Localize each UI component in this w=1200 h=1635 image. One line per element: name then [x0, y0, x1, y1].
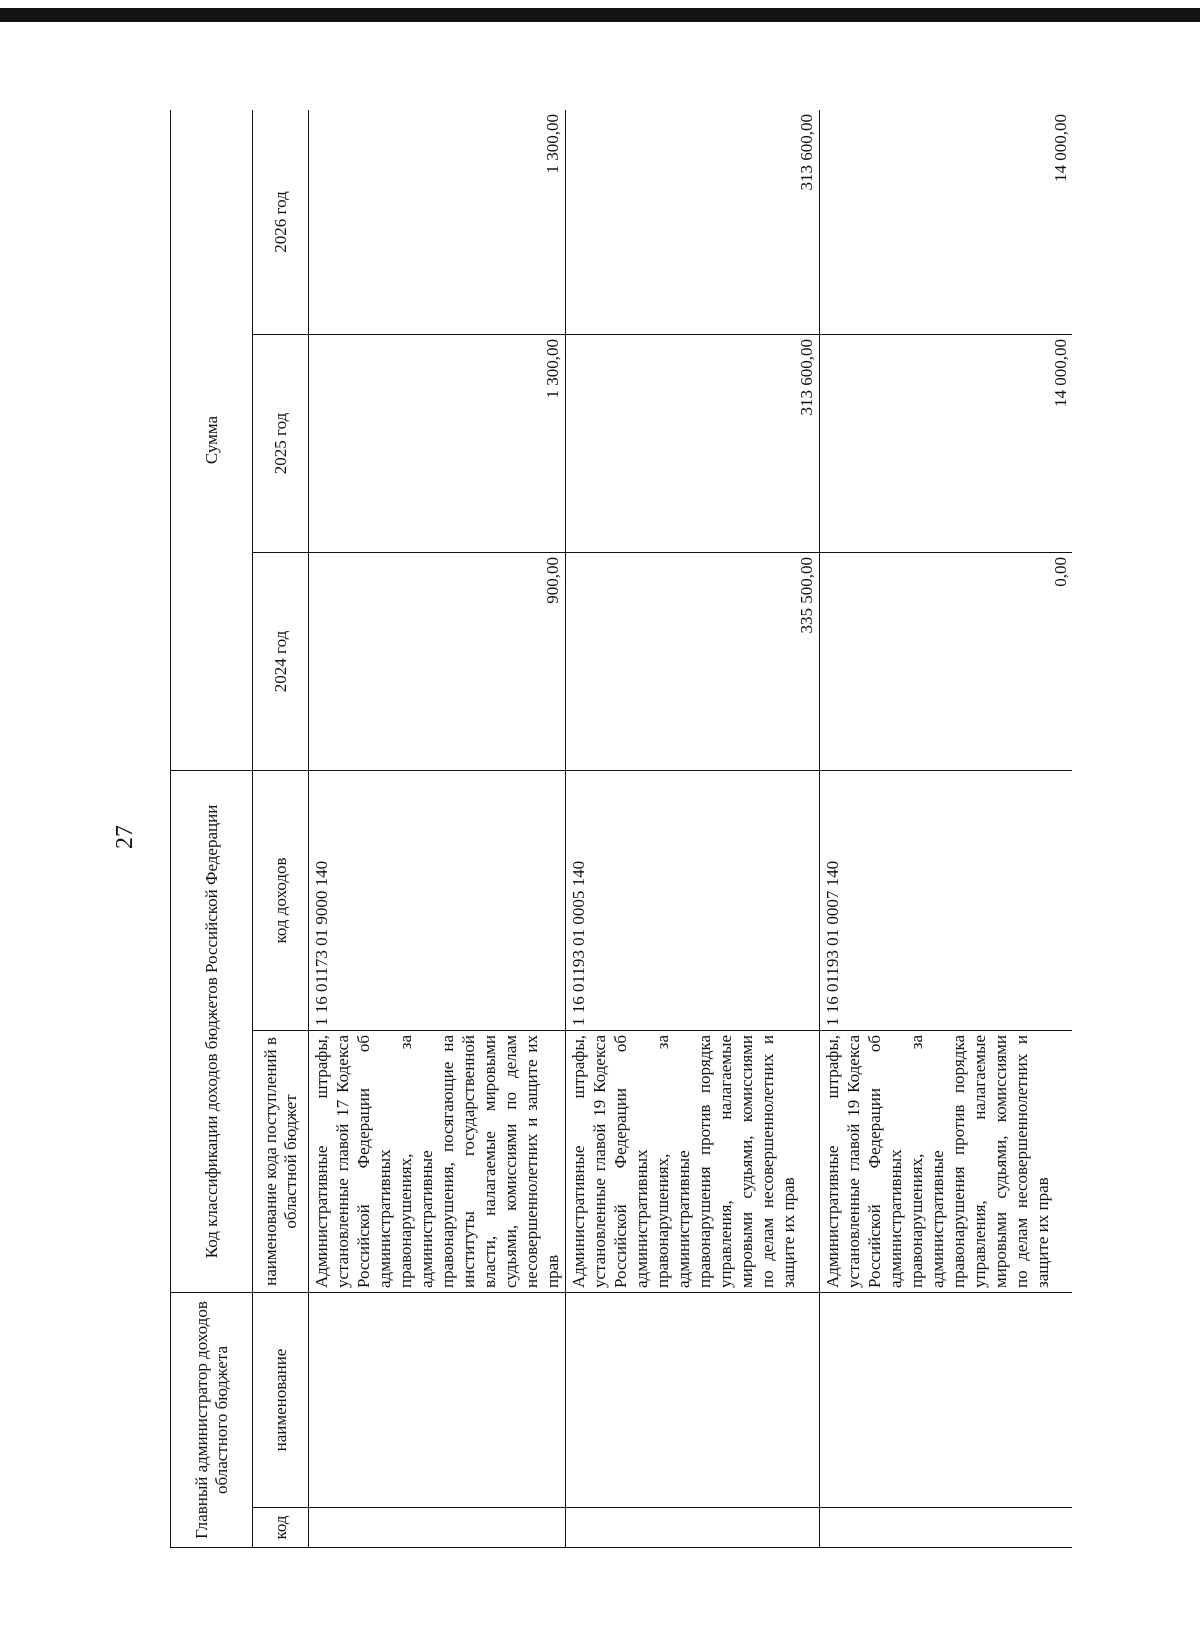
- cell-amount-2025: 1 300,00: [309, 334, 566, 552]
- cell-amount-2026: 1 300,00: [309, 110, 566, 334]
- header-year-2026: 2026 год: [253, 110, 309, 334]
- revenue-table: [170, 110, 1072, 1548]
- cell-description: Административные штрафы, установленные главой 19 Кодекса Российской Федерации об административных правонарушениях, за административные правонарушения против порядка управления, налагаемые мировыми судьями, комиссиями по делам несовершеннолетних и защите их прав: [566, 1031, 820, 1293]
- page-number: 27: [112, 825, 138, 849]
- cell-amount-2024: 0,00: [820, 552, 1073, 770]
- cell-amount-2025: 14 000,00: [820, 334, 1073, 552]
- cell-admin-name: [820, 1293, 1073, 1508]
- header-admin-code: код: [253, 1508, 309, 1548]
- header-year-2025: 2025 год: [253, 334, 309, 552]
- cell-admin-code: [566, 1508, 820, 1548]
- header-year-2024: 2024 год: [253, 552, 309, 770]
- cell-income-code: 1 16 01193 01 0005 140: [566, 770, 820, 1030]
- header-classification-group: Код классификации доходов бюджетов Российской Федерации: [171, 770, 253, 1292]
- cell-admin-code: [820, 1508, 1073, 1548]
- table-row: [820, 110, 1073, 1548]
- cell-income-code: 1 16 01173 01 9000 140: [309, 770, 566, 1030]
- cell-amount-2025: 313 600,00: [566, 334, 820, 552]
- cell-amount-2026: 313 600,00: [566, 110, 820, 334]
- header-income-code: код доходов: [253, 770, 309, 1030]
- cell-description: Административные штрафы, установленные главой 17 Кодекса Российской Федерации об административных правонарушениях, за административные правонарушения, посягающие на институты государственной власти, налагаемые мировыми судьями, комиссиями по делам несовершеннолетних и защите их прав: [309, 1031, 566, 1293]
- header-admin-group: Главный администратор доходов областного бюджета: [171, 1293, 253, 1548]
- cell-amount-2024: 335 500,00: [566, 552, 820, 770]
- scan-edge-bar: [0, 8, 1200, 22]
- cell-description: Административные штрафы, установленные главой 19 Кодекса Российской Федерации об административных правонарушениях, за административные правонарушения против порядка управления, налагаемые мировыми судьями, комиссиями по делам несовершеннолетних и защите их прав: [820, 1031, 1073, 1293]
- cell-amount-2024: 900,00: [309, 552, 566, 770]
- cell-admin-code: [309, 1508, 566, 1548]
- table-row: [309, 110, 566, 1548]
- cell-income-code: 1 16 01193 01 0007 140: [820, 770, 1073, 1030]
- table-row: [566, 110, 820, 1548]
- cell-admin-name: [566, 1293, 820, 1508]
- rotated-table-container: [170, 110, 1072, 1548]
- cell-amount-2026: 14 000,00: [820, 110, 1073, 334]
- header-income-name: наименование кода поступлений в областной бюджет: [253, 1031, 309, 1293]
- header-sum-group: Сумма: [171, 110, 253, 770]
- cell-admin-name: [309, 1293, 566, 1508]
- header-admin-name: наименование: [253, 1293, 309, 1508]
